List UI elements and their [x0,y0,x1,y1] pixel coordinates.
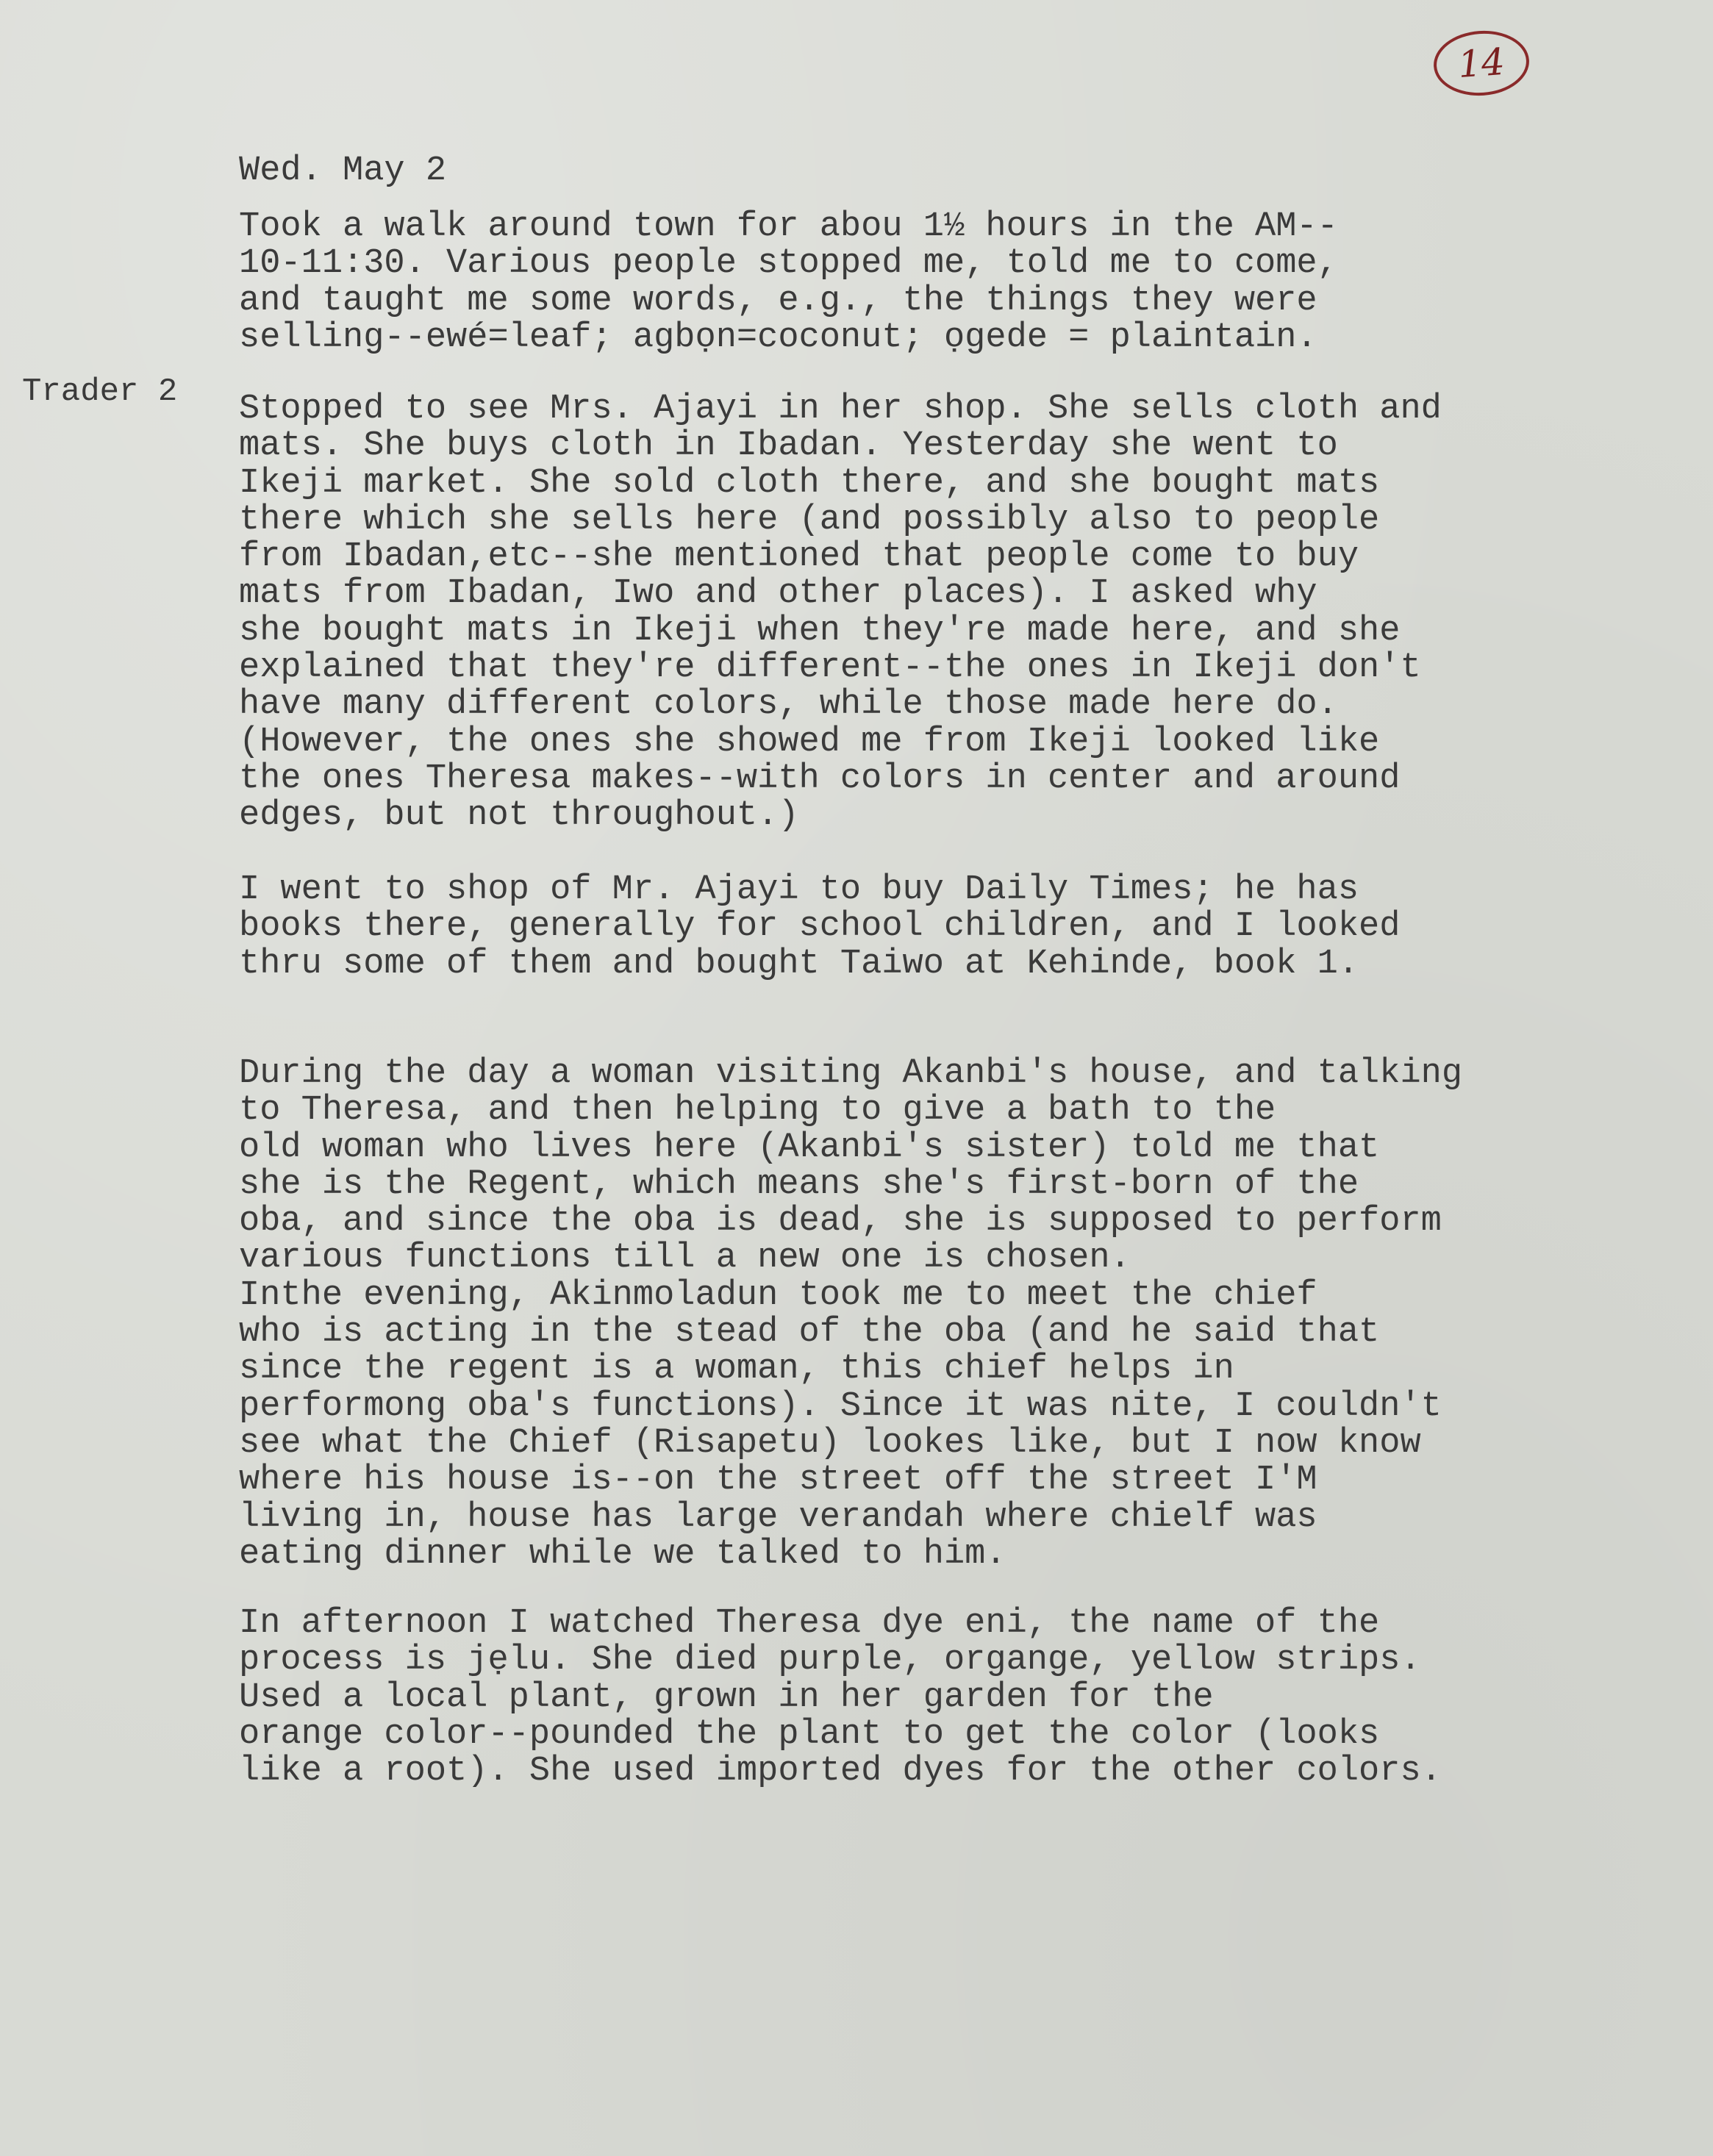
text-line: Inthe evening, Akinmoladun took me to meet the chief [239,1275,1317,1315]
paragraph-mr-ajayi [239,872,1695,983]
text-line: Used a local plant, grown in her garden for the [239,1677,1214,1717]
text-line: to Theresa, and then helping to give a bath to the [239,1091,1276,1131]
text-line: Took a walk around town for abou 1½ hours in the AM-- [239,207,1338,246]
text-line: have many different colors, while those made here do. [239,685,1338,725]
text-line: thru some of them and bought Taiwo at Kehinde, book 1. [239,944,1359,984]
text-line: she bought mats in Ikeji when they're made here, and she [239,611,1401,651]
text-line: 10-11:30. Various people stopped me, told me to come, [239,244,1338,284]
text-line: books there, generally for school children, and I looked [239,907,1401,947]
text-line: mats. She buys cloth in Ibadan. Yesterday she went to [239,426,1338,466]
text-line: who is acting in the stead of the oba (and he said that [239,1313,1380,1353]
text-line: see what the Chief (Risapetu) lookes like, but I now know [239,1423,1421,1463]
text-line: she is the Regent, which means she's first-born of the [239,1164,1359,1204]
text-line: explained that they're different--the ones in Ikeji don't [239,648,1421,688]
paragraph-regent [239,1056,1695,1573]
text-line: oba, and since the oba is dead, she is supposed to perform [239,1202,1442,1242]
text-line: selling--ewé=leaf; agbọn=coconut; ọgede = plaintain. [239,318,1317,357]
text-line: various functions till a new one is chosen. [239,1239,1131,1278]
text-line: old woman who lives here (Akanbi's sister) told me that [239,1128,1380,1167]
text-line: there which she sells here (and possibly also to people [239,500,1380,540]
text-line: from Ibadan,etc--she mentioned that people come to buy [239,537,1359,577]
text-line: where his house is--on the street off the street I'M [239,1461,1317,1500]
text-line: I went to shop of Mr. Ajayi to buy Daily Times; he has [239,870,1359,909]
text-line: performong oba's functions). Since it was nite, I couldn't [239,1386,1442,1426]
margin-note: Trader 2 [22,373,178,410]
text-line: process is jẹlu. She died purple, organge, yellow strips. [239,1641,1421,1680]
text-line: since the regent is a woman, this chief helps in [239,1350,1234,1389]
text-line: like a root). She used imported dyes for the other colors. [239,1752,1442,1791]
text-line: Ikeji market. She sold cloth there, and she bought mats [239,463,1380,503]
text-line: and taught me some words, e.g., the things they were [239,281,1317,320]
paragraph-dye [239,1605,1695,1790]
text-line: the ones Theresa makes--with colors in center and around [239,759,1401,798]
text-line: orange color--pounded the plant to get the color (looks [239,1714,1380,1754]
text-line: living in, house has large verandah where chielf was [239,1497,1317,1537]
page-number-circle: 14 [1431,28,1531,99]
text-line: Stopped to see Mrs. Ajayi in her shop. She sells cloth and [239,390,1442,429]
text-line: Wed. May 2 [239,151,447,190]
paragraph-mrs-ajayi [239,391,1695,835]
paragraph-walk [239,209,1695,357]
text-line: During the day a woman visiting Akanbi's house, and talking [239,1054,1463,1093]
text-line: eating dinner while we talked to him. [239,1534,1006,1574]
text-line: (However, the ones she showed me from Ikeji looked like [239,722,1380,762]
text-line: edges, but not throughout.) [239,796,799,836]
date-heading [239,153,1695,190]
text-line: In afternoon I watched Theresa dye eni, the name of the [239,1604,1380,1643]
text-line: mats from Ibadan, Iwo and other places). I asked why [239,574,1317,614]
